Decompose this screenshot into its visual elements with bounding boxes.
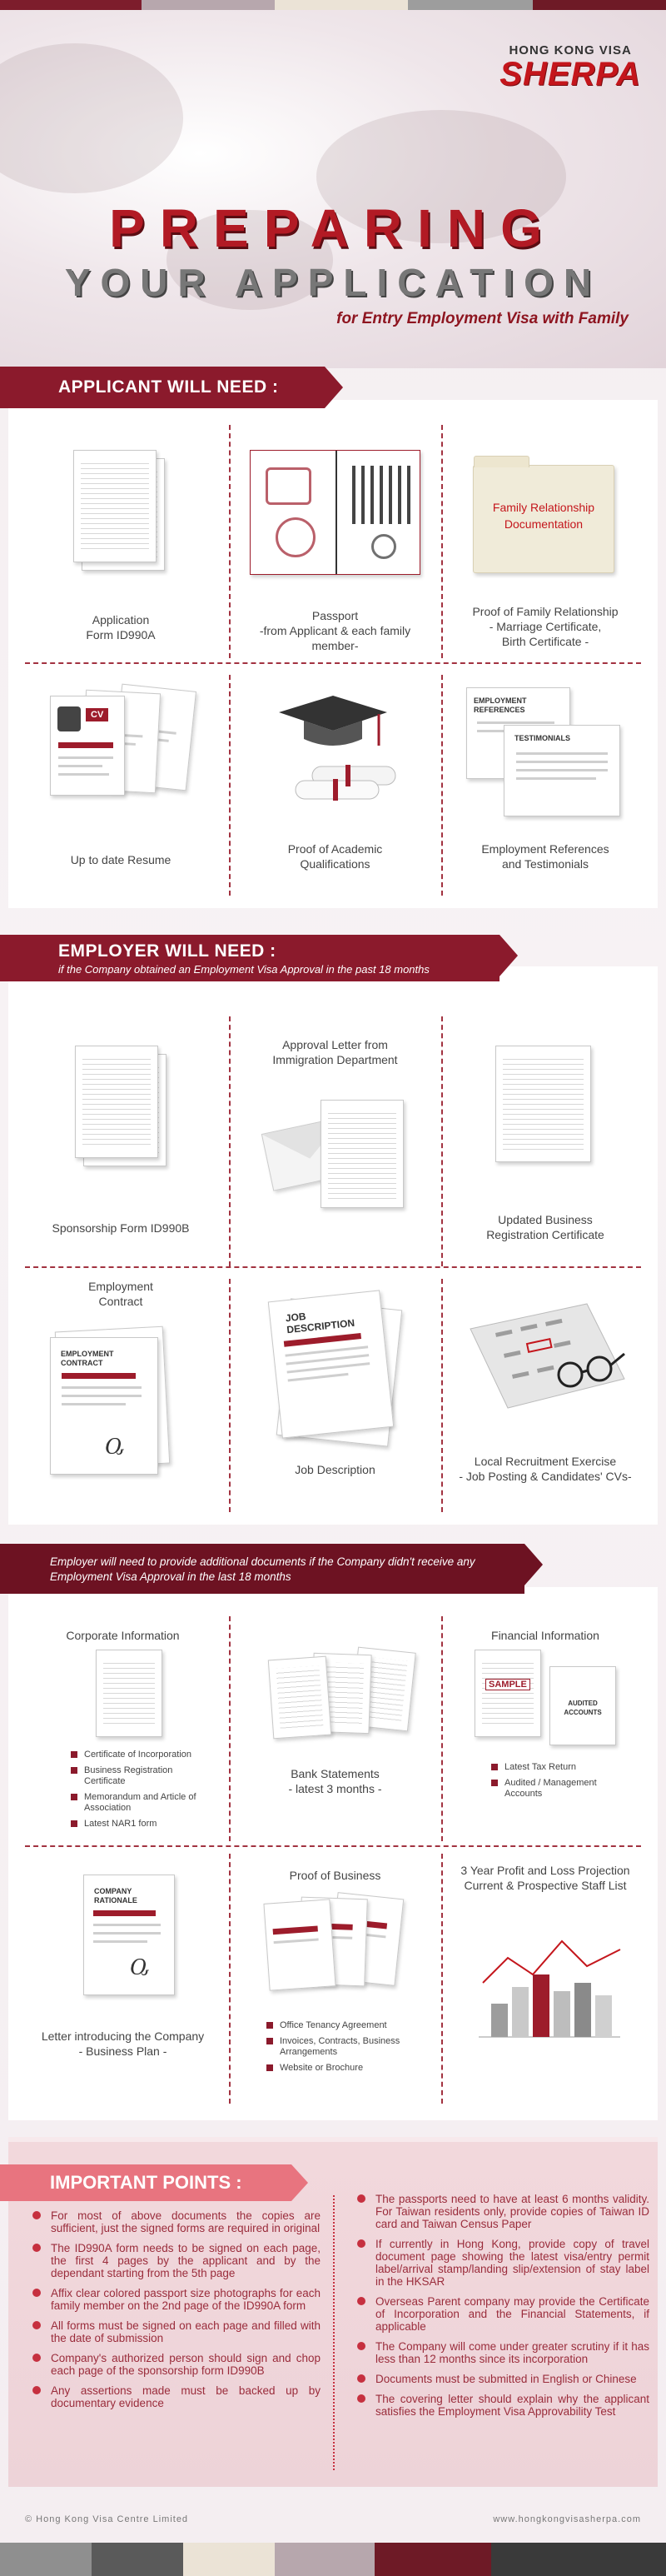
recruitment-label: Local Recruitment Exercise - Job Posting & Candidates' CVs- bbox=[459, 1455, 632, 1483]
corporate-info-title: Corporate Information bbox=[66, 1629, 180, 1642]
divider bbox=[333, 2195, 335, 2470]
job-description-item bbox=[237, 1279, 433, 1512]
list-item: Affix clear colored passport size photographs for each family member on the 2nd page of the ID990A form bbox=[29, 2287, 321, 2312]
divider bbox=[229, 1854, 231, 2104]
divider bbox=[441, 1016, 443, 1266]
list-item: The Company will come under greater scrutiny if it has less than 12 months since its incorporation bbox=[354, 2340, 649, 2365]
header bbox=[0, 10, 666, 368]
important-points-left-list bbox=[29, 2209, 321, 2417]
references-document-icon: EMPLOYMENT REFERENCES bbox=[466, 687, 570, 779]
passport-icon bbox=[250, 450, 420, 575]
divider bbox=[25, 1845, 641, 1847]
form-document-icon bbox=[73, 450, 157, 562]
important-points-banner bbox=[0, 2164, 291, 2201]
list-item: Business Registration Certificate bbox=[71, 1765, 212, 1787]
list-item: Company's authorized person should sign and chop each page of the sponsorship form ID990B bbox=[29, 2352, 321, 2377]
form-document-icon bbox=[75, 1046, 158, 1158]
corporate-document-icon bbox=[96, 1650, 162, 1737]
employment-contract-item bbox=[25, 1279, 216, 1512]
divider bbox=[441, 1279, 443, 1512]
application-form-item bbox=[25, 433, 216, 658]
proof-of-business-item bbox=[237, 1858, 433, 2108]
financial-info-title: Financial Information bbox=[491, 1629, 599, 1642]
company-letter-label: Letter introducing the Company - Business Plan - bbox=[41, 2029, 205, 2058]
divider bbox=[441, 675, 443, 896]
letter-document-icon bbox=[321, 1100, 404, 1208]
bank-statements-label: Bank Statements - latest 3 months - bbox=[288, 1767, 382, 1795]
references-label: Employment References and Testimonials bbox=[481, 842, 609, 871]
resume-item bbox=[25, 679, 216, 896]
divider bbox=[441, 1616, 443, 1841]
list-item: All forms must be signed on each page and filled with the date of submission bbox=[29, 2319, 321, 2344]
employer-heading: EMPLOYER WILL NEED : bbox=[58, 941, 276, 961]
divider bbox=[229, 675, 231, 896]
academic-item bbox=[237, 679, 433, 896]
approval-letter-label: Approval Letter from Immigration Department bbox=[272, 1038, 398, 1066]
divider bbox=[25, 662, 641, 664]
passport-label: Passport -from Applicant & each family member- bbox=[259, 609, 411, 652]
list-item: Audited / Management Accounts bbox=[491, 1778, 633, 1800]
list-item: Latest Tax Return bbox=[491, 1762, 633, 1773]
list-item: Latest NAR1 form bbox=[71, 1819, 212, 1830]
job-description-label: Job Description bbox=[295, 1463, 375, 1476]
recruitment-item bbox=[450, 1279, 641, 1512]
family-relationship-item bbox=[450, 433, 641, 658]
bar-chart-icon bbox=[470, 1925, 629, 2049]
list-item: The covering letter should explain why the applicant satisfies the Employment Visa Approvability Test bbox=[354, 2393, 649, 2418]
certificate-document-icon bbox=[495, 1046, 591, 1162]
bottom-color-stripes bbox=[0, 2543, 666, 2576]
list-item: The ID990A form needs to be signed on each page, the first 4 pages by the applicant and by the dependant starting from the 5th page bbox=[29, 2242, 321, 2279]
employment-contract-label: Employment Contract bbox=[88, 1280, 153, 1308]
list-item: The passports need to have at least 6 months validity. For Taiwan residents only, provide copies of Taiwan ID card and Taiwan Census Paper bbox=[354, 2193, 649, 2230]
list-item: Website or Brochure bbox=[266, 2063, 425, 2074]
divider bbox=[229, 425, 231, 658]
sponsorship-form-label: Sponsorship Form ID990B bbox=[52, 1221, 190, 1235]
folder-text: Family Relationship Documentation bbox=[492, 501, 595, 531]
divider bbox=[441, 1854, 443, 2104]
financial-info-list bbox=[491, 1762, 633, 1805]
business-document-icon bbox=[263, 1899, 335, 1990]
family-relationship-label: Proof of Family Relationship - Marriage Certificate, Birth Certificate - bbox=[472, 605, 619, 648]
statement-document-icon bbox=[268, 1656, 331, 1740]
bank-statements-item bbox=[237, 1625, 433, 1845]
tax-return-document-icon: SAMPLE bbox=[475, 1650, 541, 1737]
additional-heading: Employer will need to provide additional documents if the Company didn't receive any Employment Visa Approval in the last 18 months bbox=[50, 1555, 475, 1583]
list-item: If currently in Hong Kong, provide copy of travel document page showing the latest visa/entry permit label/arrival stamp/landing slip/extension of stay label in the HKSAR bbox=[354, 2238, 649, 2288]
job-posting-icon bbox=[462, 1295, 629, 1420]
list-item: Invoices, Contracts, Business Arrangements bbox=[266, 2036, 425, 2058]
academic-label: Proof of Academic Qualifications bbox=[287, 842, 383, 871]
divider bbox=[229, 1016, 231, 1266]
projection-item bbox=[450, 1858, 641, 2108]
divider bbox=[25, 1266, 641, 1268]
proof-of-business-title: Proof of Business bbox=[289, 1869, 381, 1882]
additional-banner bbox=[0, 1544, 524, 1594]
website-link[interactable]: www.hongkongvisasherpa.com bbox=[493, 2514, 641, 2524]
job-description-document-icon: JOB DESCRIPTION bbox=[268, 1290, 395, 1438]
main-title-line2: YOUR APPLICATION bbox=[64, 261, 602, 304]
proof-of-business-list bbox=[266, 2020, 425, 2079]
folder-icon bbox=[473, 465, 614, 573]
approval-letter-item bbox=[237, 1025, 433, 1258]
divider bbox=[441, 425, 443, 658]
financial-info-item bbox=[450, 1625, 641, 1845]
divider bbox=[229, 1616, 231, 1841]
important-points-heading: IMPORTANT POINTS : bbox=[50, 2172, 242, 2193]
references-item bbox=[450, 679, 641, 896]
list-item: Memorandum and Article of Association bbox=[71, 1792, 212, 1814]
testimonials-document-icon: TESTIMONIALS bbox=[504, 725, 620, 816]
important-points-right-list bbox=[354, 2193, 649, 2425]
contract-document-icon: EMPLOYMENT CONTRACT Ⴍ bbox=[50, 1337, 158, 1475]
divider bbox=[229, 1279, 231, 1512]
list-item: For most of above documents the copies are sufficient, just the signed forms are required in original bbox=[29, 2209, 321, 2234]
main-subtitle: for Entry Employment Visa with Family bbox=[336, 310, 629, 327]
footer bbox=[0, 2508, 666, 2533]
list-item: Overseas Parent company may provide the Certificate of Incorporation and the Financial Statements, if applicable bbox=[354, 2295, 649, 2333]
brand-line1: HONG KONG VISA bbox=[509, 43, 632, 57]
employer-banner bbox=[0, 935, 500, 981]
application-form-label: Application Form ID990A bbox=[86, 613, 156, 642]
copyright-text: © Hong Kong Visa Centre Limited bbox=[25, 2514, 189, 2524]
corporate-info-item bbox=[25, 1625, 221, 1845]
audited-accounts-icon: AUDITED ACCOUNTS bbox=[549, 1666, 616, 1745]
list-item: Certificate of Incorporation bbox=[71, 1750, 212, 1760]
list-item: Any assertions made must be backed up by documentary evidence bbox=[29, 2384, 321, 2409]
sponsorship-form-item bbox=[25, 1025, 216, 1258]
company-rationale-document-icon: COMPANY RATIONALE Ⴍ bbox=[83, 1875, 175, 1995]
brand-logo[interactable] bbox=[500, 43, 641, 91]
business-registration-label: Updated Business Registration Certificate bbox=[486, 1213, 604, 1241]
passport-item bbox=[237, 433, 433, 658]
graduation-cap-icon bbox=[254, 687, 420, 812]
main-title: PREPARING bbox=[109, 198, 557, 258]
corporate-info-list bbox=[71, 1750, 212, 1835]
resume-label: Up to date Resume bbox=[70, 853, 171, 866]
list-item: Office Tenancy Agreement bbox=[266, 2020, 425, 2031]
business-registration-item bbox=[450, 1025, 641, 1258]
projection-title: 3 Year Profit and Loss Projection Current & Prospective Staff List bbox=[460, 1864, 630, 1892]
applicant-heading: APPLICANT WILL NEED : bbox=[58, 377, 279, 397]
brand-line2: SHERPA bbox=[500, 56, 641, 92]
list-item: Documents must be submitted in English or Chinese bbox=[354, 2373, 649, 2385]
company-letter-item bbox=[25, 1858, 221, 2108]
top-color-stripes bbox=[0, 0, 666, 10]
cv-document-icon: CV bbox=[50, 696, 125, 796]
applicant-banner bbox=[0, 367, 325, 408]
employer-subheading: if the Company obtained an Employment Visa Approval in the past 18 months bbox=[58, 962, 430, 976]
